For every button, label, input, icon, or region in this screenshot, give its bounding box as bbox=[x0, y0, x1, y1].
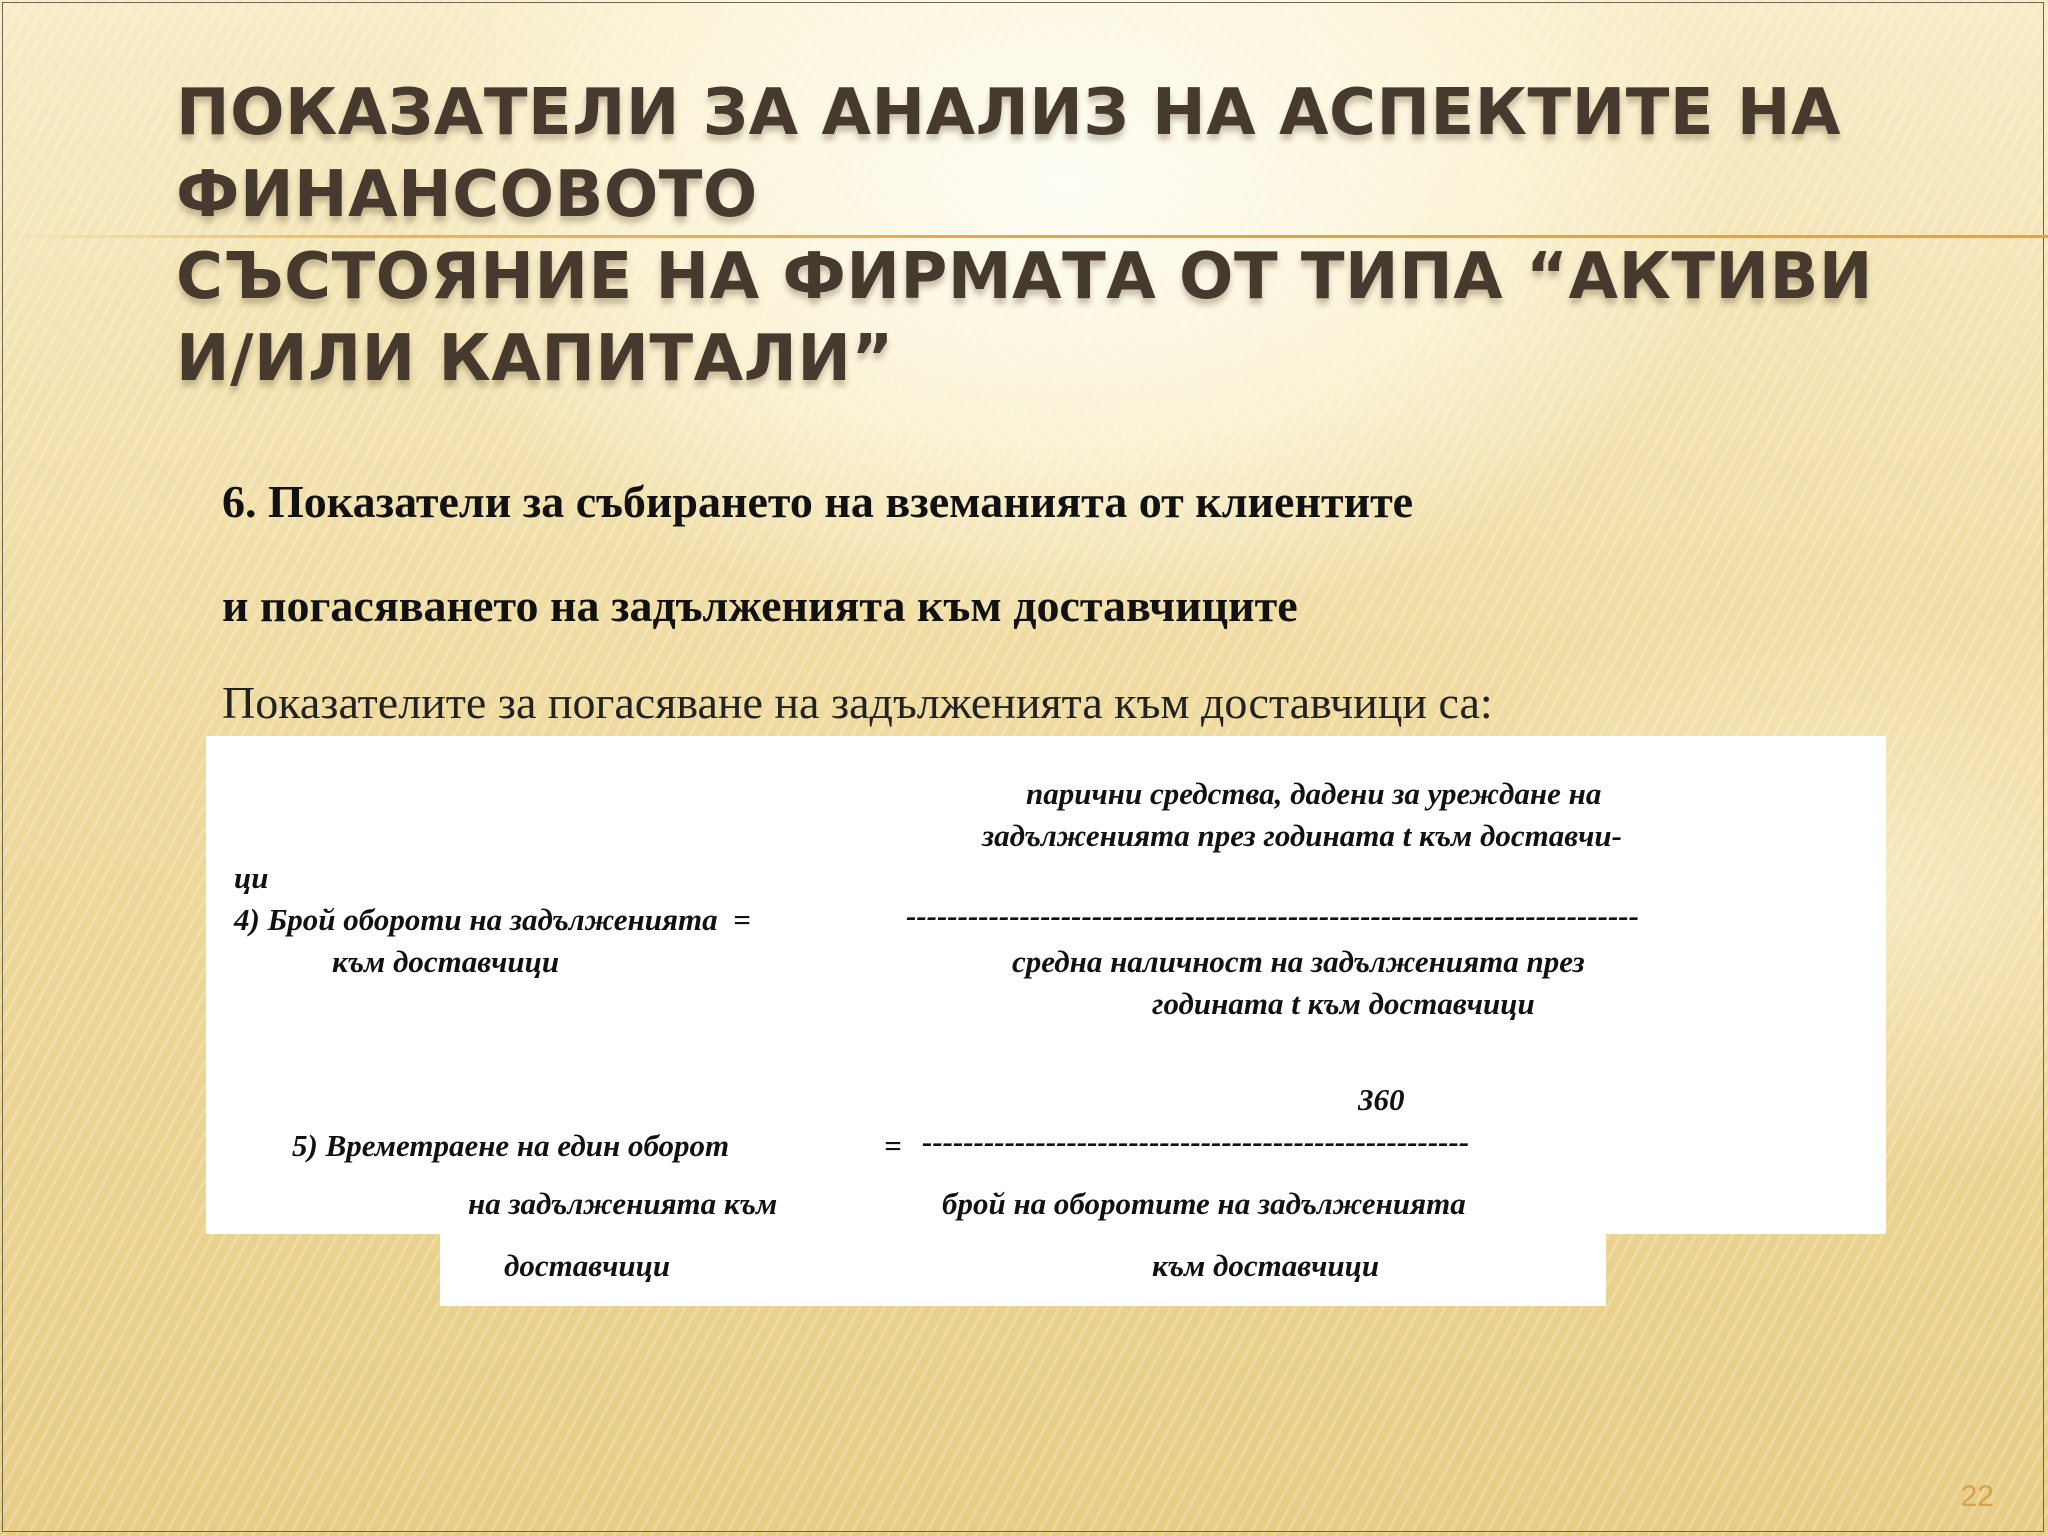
section-heading-line-1: 6. Показатели за събирането на вземанията от клиентите bbox=[222, 476, 1414, 527]
f4-numerator-line-1: парични средства, дадени за уреждане на bbox=[1026, 776, 1602, 811]
f5-label-line-1: 5) Времетраене на един оборот bbox=[292, 1128, 730, 1163]
formula-image bbox=[206, 736, 1886, 1234]
slide-title-line-2: СЪСТОЯНИЕ НА ФИРМАТА ОТ ТИПА “АКТИВИ И/ИЛИ КАПИТАЛИ” bbox=[176, 240, 1873, 396]
title-divider bbox=[0, 235, 2048, 238]
f4-label-line-1: 4) Брой обороти на задълженията = bbox=[234, 902, 751, 937]
f4-label-line-2: към доставчици bbox=[332, 944, 560, 979]
f4-numerator-line-2: задълженията през годината t към доставчи- bbox=[982, 818, 1622, 853]
f5-label-line-3: доставчици bbox=[504, 1248, 671, 1283]
page-number: 22 bbox=[1960, 1480, 1994, 1513]
f5-denominator-line-1: брой на оборотите на задълженията bbox=[942, 1186, 1466, 1221]
f4-numerator-wrap: ци bbox=[234, 860, 269, 895]
f5-label-line-2: на задълженията към bbox=[468, 1186, 778, 1221]
slide-title-line-1: ПОКАЗАТЕЛИ ЗА АНАЛИЗ НА АСПЕКТИТЕ НА ФИНАНСОВОТО bbox=[176, 76, 1841, 232]
section-heading-line-2: и погасяването на задълженията към доставчиците bbox=[222, 580, 1298, 631]
f5-denominator-line-2: към доставчици bbox=[1152, 1248, 1380, 1283]
f4-denominator-line-2: годината t към доставчици bbox=[1152, 986, 1535, 1021]
f5-fraction-bar: ----------------------------------------------------- bbox=[922, 1124, 1470, 1159]
intro-text: Показателите за погасяване на задълженията към доставчици са: bbox=[222, 677, 1493, 728]
formula-image-extension bbox=[440, 1234, 1606, 1306]
f5-numerator: 360 bbox=[1358, 1082, 1405, 1117]
f4-denominator-line-1: средна наличност на задълженията през bbox=[1012, 944, 1585, 979]
f4-fraction-bar: ----------------------------------------------------------------------- bbox=[906, 898, 1639, 933]
slide-body bbox=[222, 450, 1922, 748]
f5-equals: = bbox=[884, 1128, 902, 1163]
